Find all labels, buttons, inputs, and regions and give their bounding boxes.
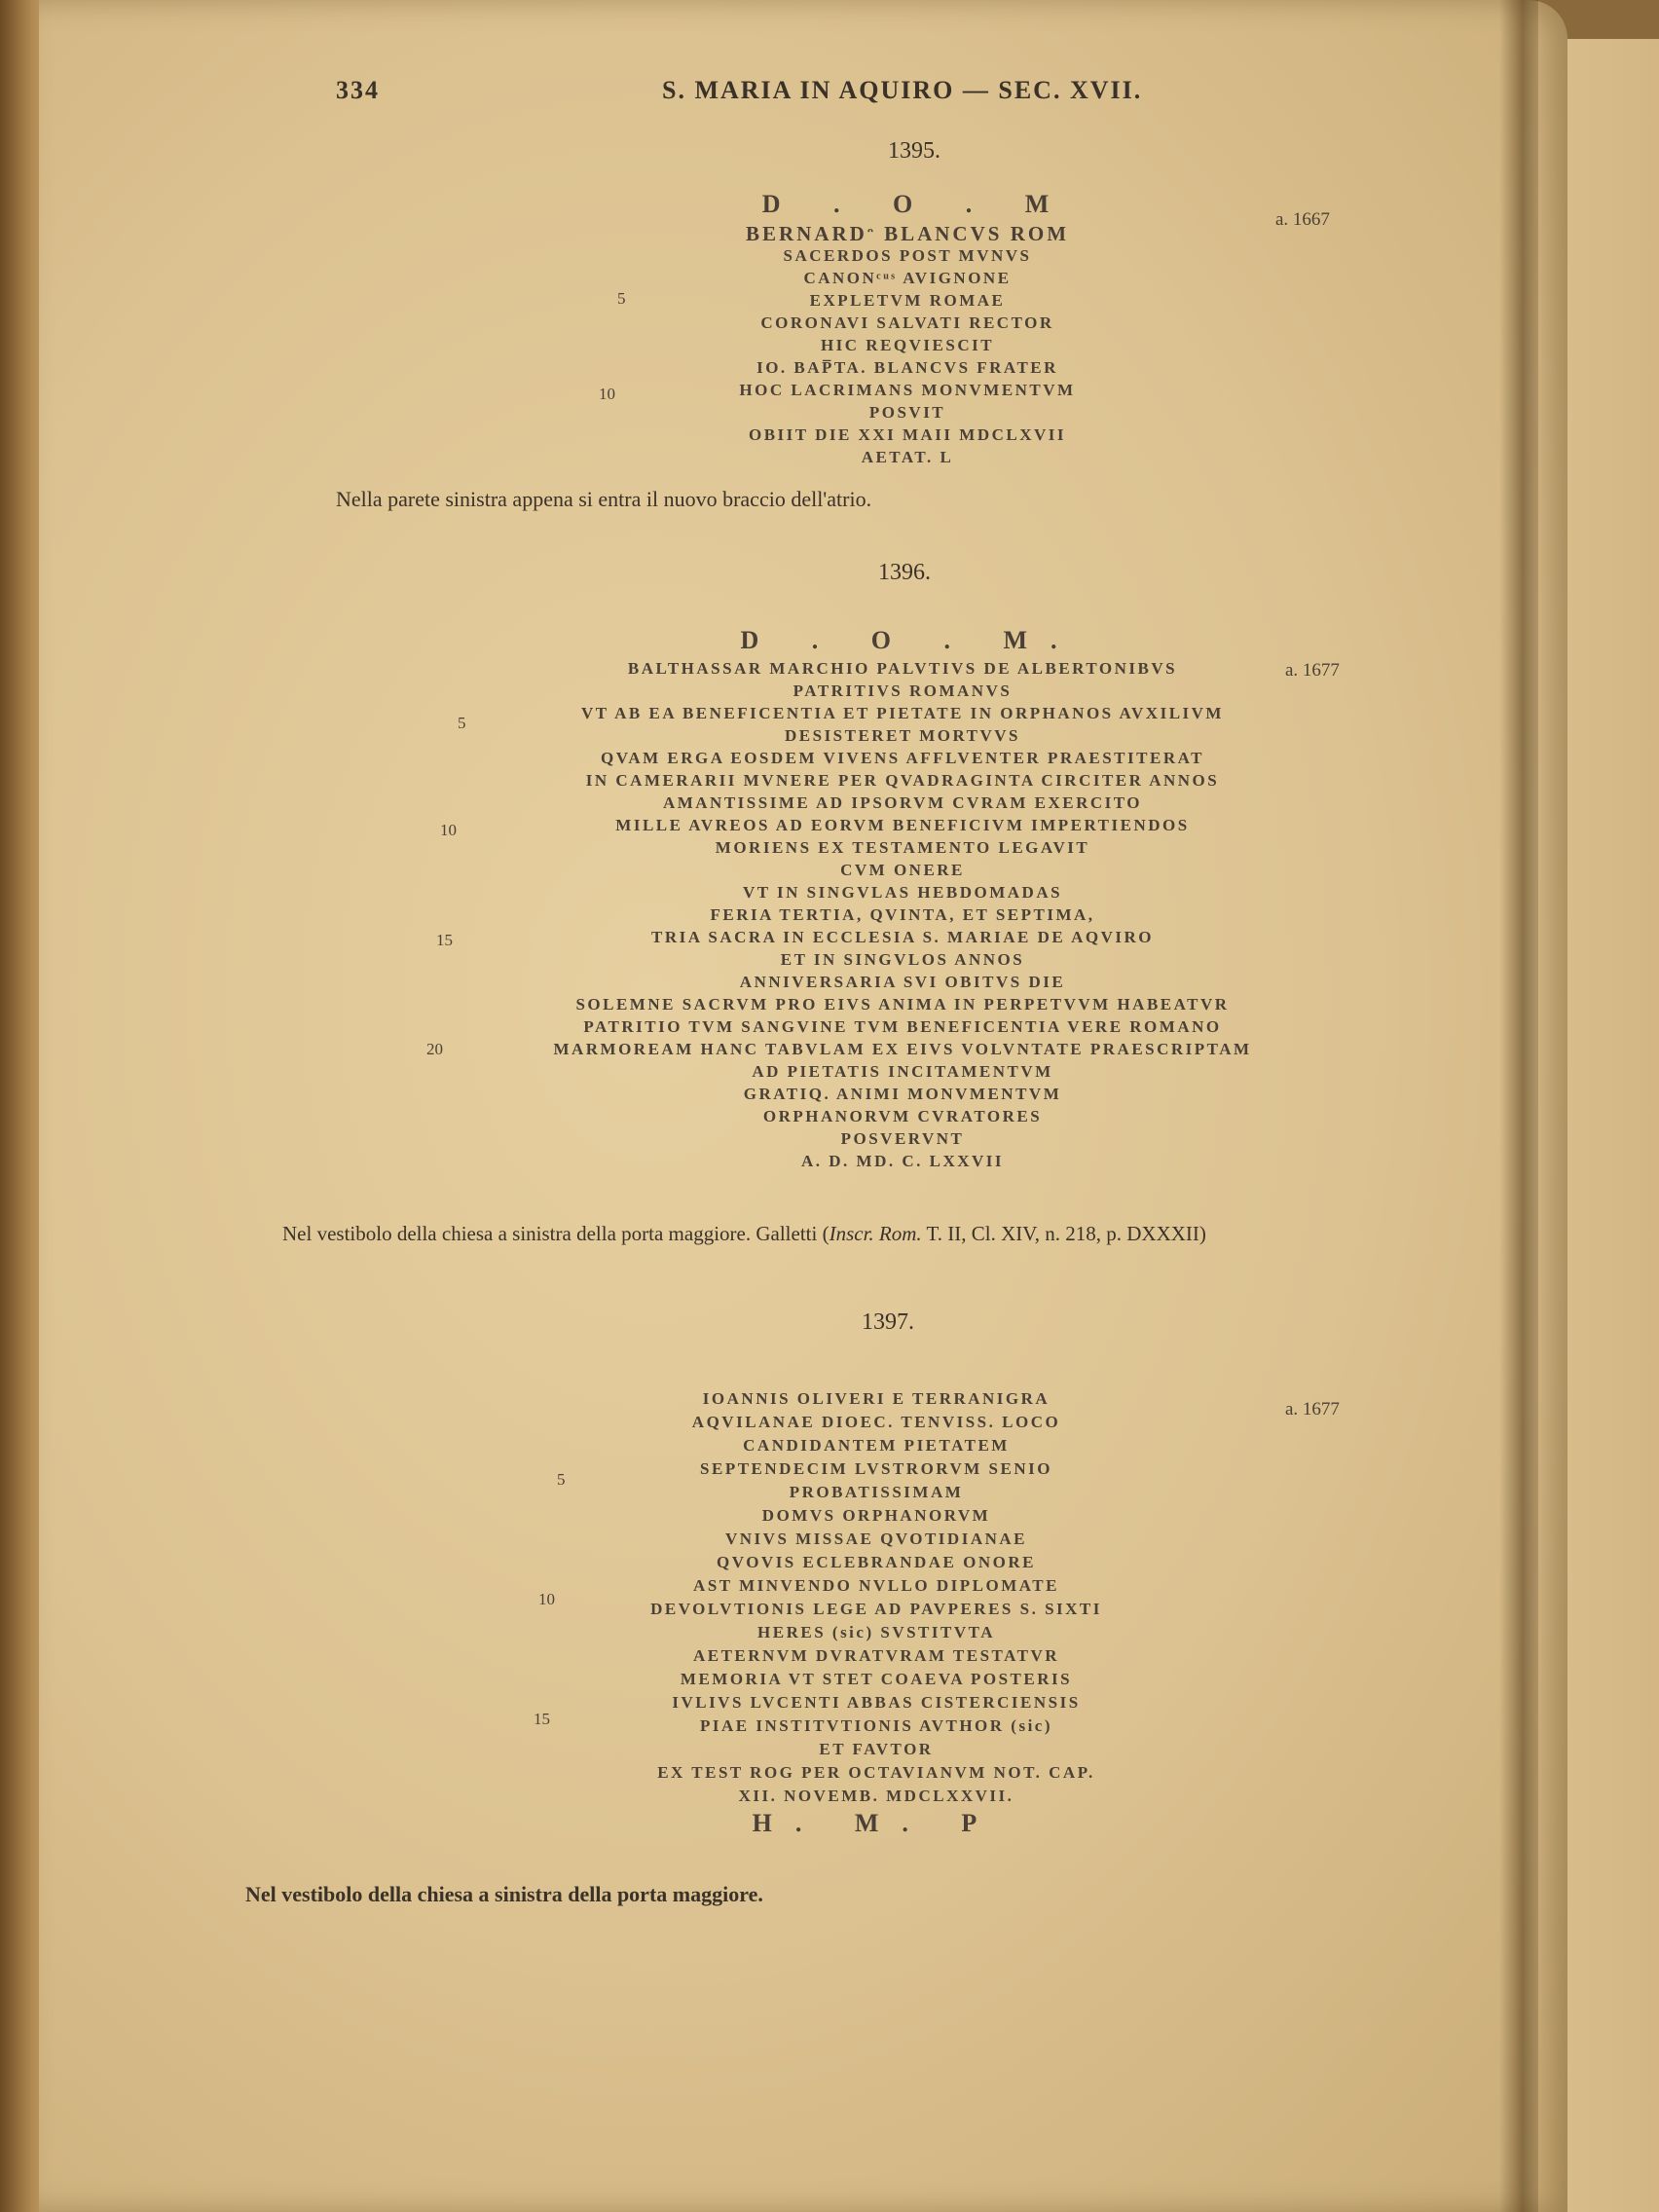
page-number: 334: [336, 76, 380, 104]
inscription-line: AETAT. L: [861, 448, 954, 466]
inscription-line: VT IN SINGVLAS HEBDOMADAS: [742, 883, 1063, 902]
inscription-line: DEVOLVTIONIS LEGE AD PAVPERES S. SIXTI: [650, 1600, 1102, 1618]
inscription-line: POSVERVNT: [840, 1129, 965, 1148]
inscription-line: CVM ONERE: [840, 861, 965, 879]
note-1396: [282, 1222, 1206, 1246]
line-number: 10: [538, 1590, 555, 1608]
line-number: 5: [557, 1470, 566, 1489]
inscription-line: A. D. MD. C. LXXVII: [800, 1152, 1005, 1170]
entry-date-1397: a. 1677: [1285, 1399, 1340, 1419]
inscription-line: AST MINVENDO NVLLO DIPLOMATE: [693, 1576, 1059, 1595]
inscription-line: PROBATISSIMAM: [789, 1483, 964, 1501]
inscription-line: MARMOREAM HANC TABVLAM EX EIVS VOLVNTATE PRAESCRIPTAM: [553, 1040, 1252, 1058]
entry-number-1397: 1397.: [862, 1309, 914, 1335]
inscription-line: D . O . M: [761, 190, 1073, 218]
inscription-line: HIC REQVIESCIT: [820, 336, 995, 354]
inscription-line: QVOVIS ECLEBRANDAE ONORE: [717, 1553, 1036, 1571]
inscription-line: AQVILANAE DIOEC. TENVISS. LOCO: [691, 1413, 1061, 1431]
inscription-line: ANNIVERSARIA SVI OBITVS DIE: [739, 973, 1066, 991]
inscription-line: ET FAVTOR: [819, 1740, 934, 1758]
line-number: 5: [458, 714, 466, 732]
entry-number-1396: 1396.: [878, 560, 931, 585]
inscription-line: PATRITIVS ROMANVS: [793, 682, 1013, 700]
inscription-line: VT AB EA BENEFICENTIA ET PIETATE IN ORPHANOS AVXILIVM: [581, 704, 1224, 722]
inscription-line: CORONAVI SALVATI RECTOR: [760, 313, 1054, 332]
note-1395: Nella parete sinistra appena si entra il nuovo braccio dell'atrio.: [336, 487, 872, 511]
inscription-line: D . O . M.: [740, 626, 1081, 654]
line-number: 15: [534, 1710, 550, 1728]
inscription-line: XII. NOVEMB. MDCLXXVII.: [738, 1787, 1014, 1805]
inscription-line: EXPLETVM ROMAE: [809, 291, 1006, 310]
inscription-line: OBIIT DIE XXI MAII MDCLXVII: [748, 425, 1067, 444]
inscription-line: MORIENS EX TESTAMENTO LEGAVIT: [715, 838, 1090, 857]
inscription-line: FERIA TERTIA, QVINTA, ET SEPTIMA,: [710, 905, 1095, 924]
inscription-line: VNIVS MISSAE QVOTIDIANAE: [725, 1530, 1027, 1548]
entry-date-1395: a. 1667: [1275, 209, 1330, 230]
inscription-line: MILLE AVREOS AD EORVM BENEFICIVM IMPERTIENDOS: [615, 816, 1190, 834]
inscription-line: PATRITIO TVM SANGVINE TVM BENEFICENTIA VERE ROMANO: [583, 1017, 1222, 1036]
note-1397: Nel vestibolo della chiesa a sinistra della porta maggiore.: [245, 1882, 763, 1906]
inscription-line: SEPTENDECIM LVSTRORVM SENIO: [700, 1459, 1052, 1478]
note-tail: T. II, Cl. XIV, n. 218, p. DXXXII): [921, 1222, 1206, 1245]
inscription-line: IVLIVS LVCENTI ABBAS CISTERCIENSIS: [672, 1693, 1081, 1712]
inscription-line: TRIA SACRA IN ECCLESIA S. MARIAE DE AQVIRO: [651, 928, 1154, 946]
inscription-line: PIAE INSTITVTIONIS AVTHOR (sic): [699, 1716, 1053, 1735]
inscription-line: BERNARDᵔ BLANCVS ROM: [745, 222, 1070, 245]
inscription-line: GRATIQ. ANIMI MONVMENTVM: [743, 1085, 1062, 1103]
note-citation: Inscr. Rom.: [829, 1222, 922, 1245]
inscription-line: AMANTISSIME AD IPSORVM CVRAM EXERCITO: [662, 793, 1143, 812]
inscription-line: EX TEST ROG PER OCTAVIANVM NOT. CAP.: [657, 1763, 1095, 1782]
running-title: S. MARIA IN AQUIRO — SEC. XVII.: [662, 76, 1143, 104]
inscription-line: ORPHANORVM CVRATORES: [762, 1107, 1043, 1125]
gutter-shadow: [1499, 0, 1538, 2212]
inscription-line: IOANNIS OLIVERI E TERRANIGRA: [702, 1389, 1051, 1408]
inscription-line: BALTHASSAR MARCHIO PALVTIVS DE ALBERTONIBVS: [627, 659, 1178, 678]
note-text: Nel vestibolo della chiesa a sinistra della porta maggiore. Galletti (: [282, 1222, 830, 1245]
entry-number-1395: 1395.: [888, 138, 940, 164]
entry-date-1396: a. 1677: [1285, 660, 1340, 681]
inscription-line: DOMVS ORPHANORVM: [761, 1506, 991, 1525]
inscription-line: AD PIETATIS INCITAMENTVM: [752, 1062, 1053, 1081]
line-number: 10: [599, 385, 615, 403]
inscription-line: IO. BAP̅TA. BLANCVS FRATER: [756, 358, 1058, 377]
line-number: 5: [617, 289, 626, 308]
inscription-line: SOLEMNE SACRVM PRO EIVS ANIMA IN PERPETVVM HABEATVR: [575, 995, 1230, 1014]
inscription-line: CANDIDANTEM PIETATEM: [743, 1436, 1010, 1455]
inscription-line: CANONᶜᵘˢ AVIGNONE: [803, 269, 1012, 287]
inscription-line: HOC LACRIMANS MONVMENTVM: [739, 381, 1076, 399]
inscription-line: MEMORIA VT STET COAEVA POSTERIS: [680, 1670, 1073, 1688]
inscription-line: DESISTERET MORTVVS: [784, 726, 1021, 745]
inscription-line: H. M. P: [752, 1809, 1001, 1837]
inscription-line: QVAM ERGA EOSDEM VIVENS AFFLVENTER PRAESTITERAT: [601, 749, 1204, 767]
inscription-line: HERES (sic) SVSTITVTA: [757, 1623, 995, 1641]
inscription-line: AETERNVM DVRATVRAM TESTATVR: [692, 1646, 1060, 1665]
inscription-line: IN CAMERARII MVNERE PER QVADRAGINTA CIRCITER ANNOS: [585, 771, 1220, 790]
inscription-line: ET IN SINGVLOS ANNOS: [780, 950, 1025, 969]
inscription-line: SACERDOS POST MVNVS: [783, 246, 1032, 265]
line-number: 10: [440, 821, 457, 839]
line-number: 20: [426, 1040, 443, 1058]
inscription-line: POSVIT: [868, 403, 946, 422]
line-number: 15: [436, 931, 453, 949]
